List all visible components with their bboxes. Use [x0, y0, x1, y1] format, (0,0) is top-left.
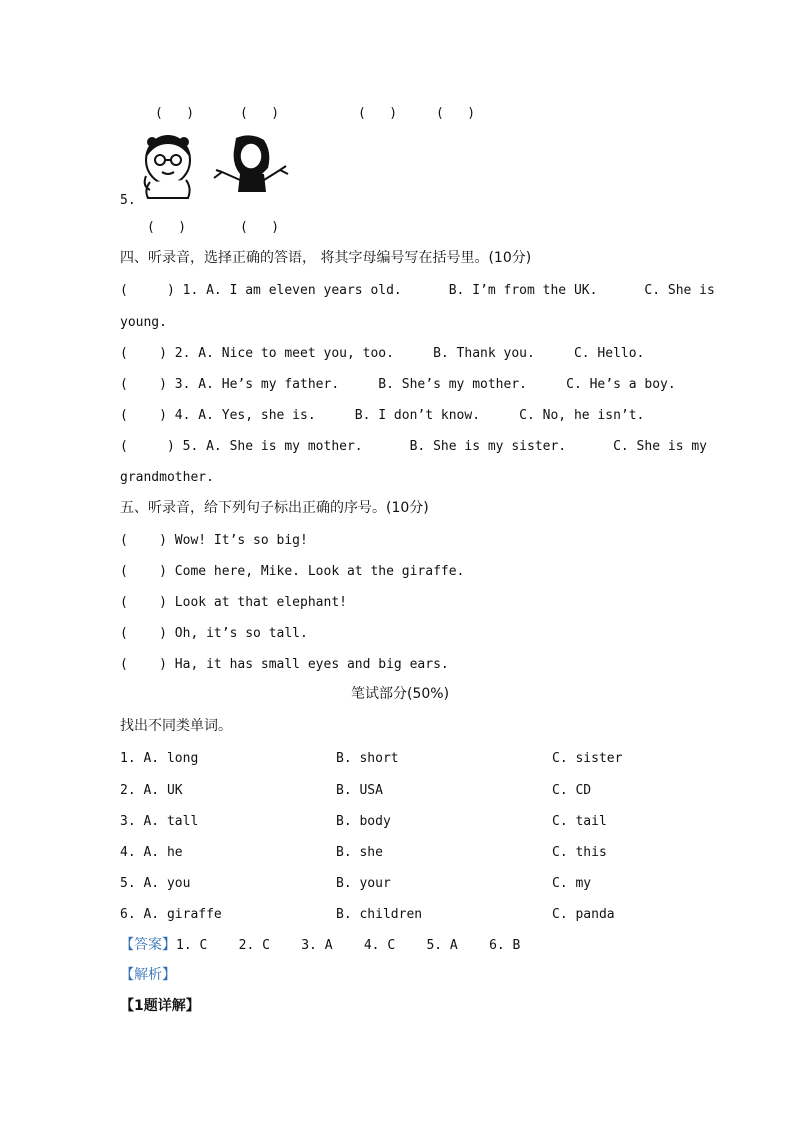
instruction: 找出不同类单词。 — [120, 718, 232, 734]
answer-bracket: ( ) — [155, 106, 195, 121]
section-heading: 五、听录音，给下列句子标出正确的序号。(10分) — [120, 500, 429, 516]
option-a: 3. A. tall — [120, 814, 199, 829]
option-c: C. my — [552, 876, 592, 891]
option-a: 5. A. you — [120, 876, 191, 891]
option-b: B. short — [336, 751, 399, 766]
option-b: B. body — [336, 814, 391, 829]
answer-bracket: ( ) — [240, 106, 280, 121]
answer-row — [120, 937, 520, 954]
sentence-line: ( ) Oh, it’s so tall. — [120, 626, 308, 641]
question-line: ( ) 3. A. He’s my father. B. She’s my mother. C. He’s a boy. — [120, 377, 676, 392]
girl-glasses-picture — [136, 130, 206, 200]
option-a: 1. A. long — [120, 751, 199, 766]
option-b: B. she — [336, 845, 383, 860]
option-c: C. sister — [552, 751, 623, 766]
sentence-line: ( ) Come here, Mike. Look at the giraffe. — [120, 564, 465, 579]
sentence-line: ( ) Ha, it has small eyes and big ears. — [120, 657, 449, 672]
detail-label: 【1题详解】 — [120, 998, 200, 1014]
option-c: C. tail — [552, 814, 607, 829]
answer-bracket: ( ) — [240, 220, 280, 235]
section-heading: 四、听录音，选择正确的答语， 将其字母编号写在括号里。(10分) — [120, 250, 532, 266]
option-b: B. children — [336, 907, 423, 922]
sentence-line: ( ) Look at that elephant! — [120, 595, 347, 610]
analysis-label: 【解析】 — [120, 967, 176, 983]
written-part-title: 笔试部分(50%) — [351, 686, 450, 702]
question-number: 5. — [120, 193, 136, 208]
option-a: 2. A. UK — [120, 783, 183, 798]
answer-bracket: ( ) — [147, 220, 187, 235]
answer-label: 【答案】 — [120, 937, 176, 953]
option-b: B. your — [336, 876, 391, 891]
question-line: grandmother. — [120, 470, 214, 485]
question-line: ( ) 2. A. Nice to meet you, too. B. Thank you. C. Hello. — [120, 346, 645, 361]
woman-waving-picture — [210, 134, 292, 196]
option-c: C. panda — [552, 907, 615, 922]
sentence-line: ( ) Wow! It’s so big! — [120, 533, 308, 548]
answer-text: 1. C 2. C 3. A 4. C 5. A 6. B — [176, 938, 521, 953]
option-a: 6. A. giraffe — [120, 907, 222, 922]
option-b: B. USA — [336, 783, 383, 798]
option-c: C. CD — [552, 783, 592, 798]
question-line: ( ) 4. A. Yes, she is. B. I don’t know. C. No, he isn’t. — [120, 408, 645, 423]
question-line: young. — [120, 315, 167, 330]
answer-bracket: ( ) — [436, 106, 476, 121]
question-line: ( ) 5. A. She is my mother. B. She is my sister. C. She is my — [120, 439, 707, 454]
answer-bracket: ( ) — [358, 106, 398, 121]
question-line: ( ) 1. A. I am eleven years old. B. I’m from the UK. C. She is — [120, 283, 715, 298]
option-c: C. this — [552, 845, 607, 860]
option-a: 4. A. he — [120, 845, 183, 860]
